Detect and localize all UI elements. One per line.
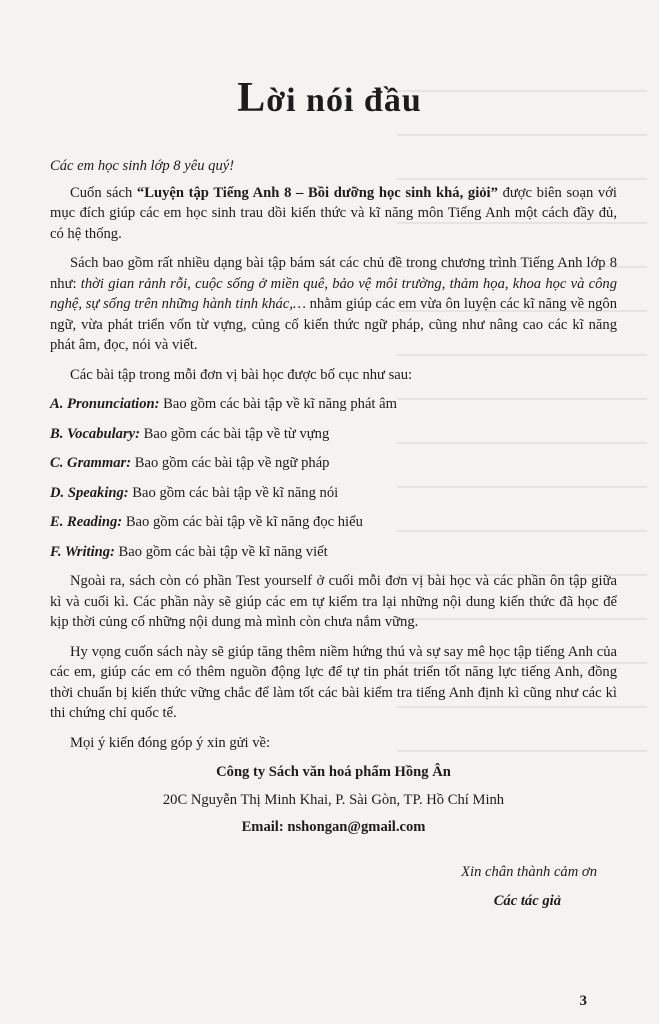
- company-name: [50, 762, 617, 783]
- title-initial: L: [237, 75, 267, 121]
- paragraph-tests: Ngoài ra, sách còn có phần Test yourself ở cuối mỗi đơn vị bài học và các phần ôn tập giữa kì và cuối kì. Các phần này sẽ giúp các em tự kiểm tra lại những nội dung kiến thức đã học để kịp thời củng cố những nội dung mà mình còn chưa nắm vững.: [50, 573, 617, 630]
- section-desc: Bao gồm các bài tập về kĩ năng viết: [114, 543, 328, 560]
- para2-text-b: nhằm giúp các em vừa ôn luyện các kĩ năng về ngôn ngữ, vừa phát triển vốn từ vựng, củng cố kiến thức ngữ pháp, cũng như nâng cao các kĩ năng phát âm, đọc, nói và viết.: [50, 296, 618, 353]
- thanks-line: Xin chân thành cảm ơn: [461, 863, 597, 880]
- section-label: F. Writing:: [50, 543, 115, 560]
- page-number: 3: [579, 993, 587, 1009]
- section-desc: Bao gồm các bài tập về kĩ năng đọc hiểu: [122, 514, 363, 530]
- paragraph-hope: Hy vọng cuốn sách này sẽ giúp tăng thêm niềm hứng thú và sự say mê học tập tiếng Anh của các em, giúp các em có thêm nguồn động lực để tự tin phát triển tốt năng lực tiếng Anh, đồng thời chuẩn bị kiến thức vững chắc để làm tốt các bài kiểm tra tiếng Anh định kì cũng như các kì thi chứng chỉ quốc tế.: [50, 643, 617, 721]
- section-item: [50, 542, 617, 563]
- section-item: [50, 483, 617, 504]
- section-label: B. Vocabulary:: [50, 425, 140, 442]
- paragraph-intro: [50, 183, 617, 245]
- title-rest: ời nói đầu: [266, 82, 422, 119]
- section-desc: Bao gồm các bài tập về ngữ pháp: [131, 455, 330, 471]
- paragraph-topics: [50, 253, 617, 356]
- para2-text-a: Sách bao gồm rất nhiều dạng bài tập bám sát các chủ đề trong chương trình Tiếng Anh lớp 8 như:: [50, 255, 617, 292]
- company-email: [50, 817, 617, 838]
- preface-body: [50, 156, 617, 921]
- authors-signature: Các tác giả: [493, 893, 561, 909]
- section-item: [50, 512, 617, 533]
- para1-text-a: Cuốn sách: [70, 184, 137, 201]
- paragraph-structure: Các bài tập trong mỗi đơn vị bài học được bố cục như sau:: [70, 366, 413, 383]
- section-label: C. Grammar:: [50, 455, 132, 471]
- section-desc: Bao gồm các bài tập về từ vựng: [140, 425, 330, 442]
- company-text: Công ty Sách văn hoá phẩm Hồng Ân: [216, 764, 451, 780]
- section-label: A. Pronunciation:: [50, 396, 160, 412]
- email-label: Email:: [241, 819, 284, 835]
- section-desc: Bao gồm các bài tập về kĩ năng nói: [128, 484, 339, 501]
- page-title: [0, 74, 659, 122]
- book-title: “Luyện tập Tiếng Anh 8 – Bồi dưỡng học sinh khá, giỏi”: [136, 184, 498, 201]
- topics-list: thời gian rảnh rỗi, cuộc sống ở miền quê, bảo vệ môi trường, thảm họa, khoa học và công nghệ, sự sống trên những hành tinh khác,…: [50, 275, 617, 312]
- greeting: Các em học sinh lớp 8 yêu quý!: [50, 158, 235, 174]
- email-address: nshongan@gmail.com: [283, 819, 426, 835]
- section-label: D. Speaking:: [50, 484, 129, 501]
- paragraph-feedback: Mọi ý kiến đóng góp ý xin gửi về:: [70, 734, 271, 751]
- section-item: [50, 394, 617, 415]
- para1-text-b: được biên soạn với mục đích giúp các em học sinh trau dồi kiến thức và kĩ năng môn Tiếng Anh một cách đầy đủ, có hệ thống.: [50, 184, 617, 242]
- section-item: [50, 453, 617, 474]
- section-label: E. Reading:: [50, 514, 123, 530]
- section-desc: Bao gồm các bài tập về kĩ năng phát âm: [159, 396, 397, 412]
- section-item: [50, 424, 617, 445]
- company-address: 20C Nguyễn Thị Minh Khai, P. Sài Gòn, TP. Hồ Chí Minh: [162, 791, 505, 808]
